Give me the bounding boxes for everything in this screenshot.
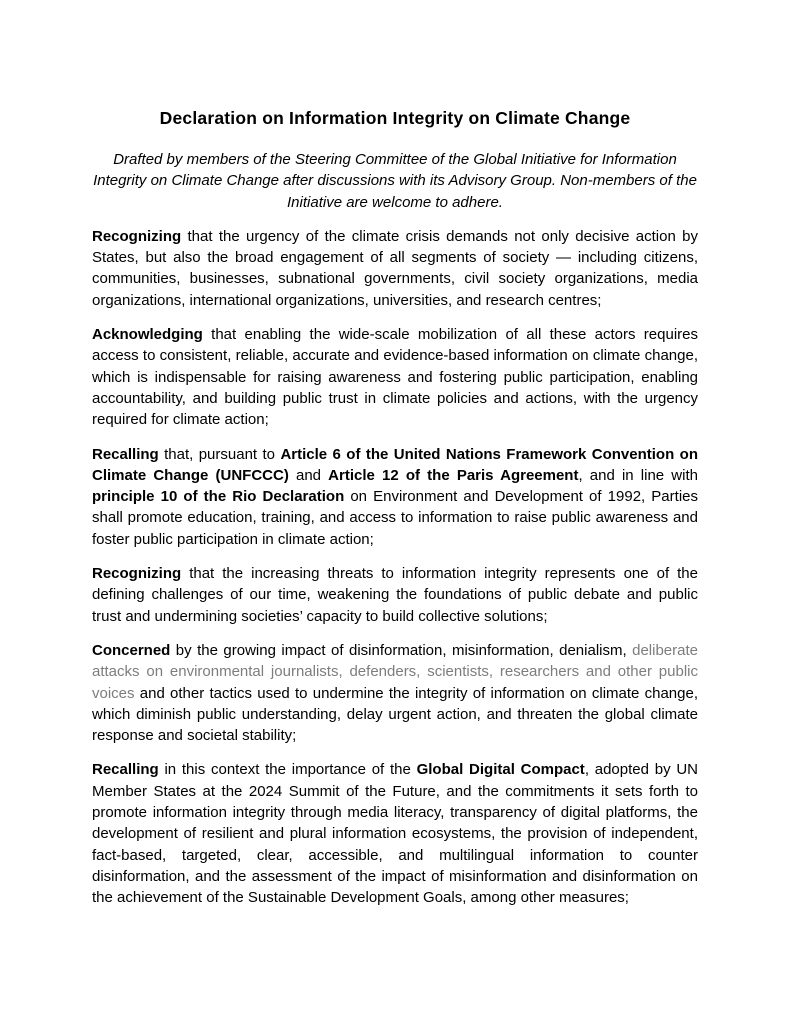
- paragraph: [92, 759, 698, 908]
- text-run: in this context the importance of the: [158, 761, 417, 779]
- text-run: that the increasing threats to information integrity represents one of the defining challenges of our time, weakening the foundations of public debate and public trust and undermining societies’ capacity to build collective solutions;: [92, 565, 698, 625]
- bold-run: Recalling: [92, 445, 159, 463]
- muted-run: deliberate attacks on environmental journalists, defenders, scientists, researchers and other public voices: [92, 641, 698, 702]
- bold-run: Recalling: [92, 761, 159, 779]
- paragraph: [92, 324, 698, 430]
- text-run: and: [288, 466, 329, 484]
- document-subtitle: Drafted by members of the Steering Committee of the Global Initiative for Information Integrity on Climate Change after discussions with its Advisory Group. Non-members of the Initiative are welcome to adhere.: [93, 151, 697, 211]
- paragraph: [92, 444, 698, 550]
- text-run: that the urgency of the climate crisis demands not only decisive action by States, but also the broad engagement of all segments of society — including citizens, communities, businesses, subnational governments, civil society organizations, media organizations, international organizations, universities, and research centres;: [92, 227, 698, 309]
- text-run: that enabling the wide-scale mobilization of all these actors requires access to consistent, reliable, accurate and evidence-based information on climate change, which is indispensable for raising awareness and fostering public participation, enabling accountability, and building public trust in climate policies and actions, with the urgency required for climate action;: [92, 326, 698, 429]
- bold-run: Article 6 of the United Nations Framework Convention on Climate Change (UNFCCC): [92, 445, 698, 484]
- document-body: [92, 226, 698, 909]
- bold-run: Recognizing: [92, 565, 182, 583]
- text-run: , and in line with: [578, 466, 698, 484]
- paragraph: [92, 640, 698, 746]
- text-run: , adopted by UN Member States at the 2024 Summit of the Future, and the commitments it sets forth to promote information integrity through media literacy, transparency of digital platforms, the development of resilient and plural information ecosystems, the provision of independent, fact-based, targeted, clear, accessible, and multilingual information to counter disinformation, and the assessment of the impact of misinformation and disinformation on the achievement of the Sustainable Development Goals, among other measures;: [92, 761, 698, 907]
- bold-run: principle 10 of the Rio Declaration: [92, 488, 345, 506]
- bold-run: Recognizing: [92, 227, 182, 245]
- paragraph: [92, 563, 698, 627]
- document-title: Declaration on Information Integrity on Climate Change: [159, 108, 631, 128]
- bold-run: Concerned: [92, 641, 171, 659]
- bold-run: Global Digital Compact: [416, 761, 585, 779]
- text-run: and other tactics used to undermine the integrity of information on climate change, which diminish public understanding, delay urgent action, and threaten the global climate response and societal stability;: [92, 684, 698, 745]
- text-run: on Environment and Development of 1992, Parties shall promote education, training, and access to information to raise public awareness and foster public participation in climate action;: [92, 488, 698, 548]
- text-run: that, pursuant to: [158, 445, 281, 463]
- paragraph: [92, 226, 698, 311]
- text-run: by the growing impact of disinformation, misinformation, denialism,: [170, 641, 633, 659]
- bold-run: Article 12 of the Paris Agreement: [328, 466, 579, 484]
- bold-run: Acknowledging: [92, 326, 203, 344]
